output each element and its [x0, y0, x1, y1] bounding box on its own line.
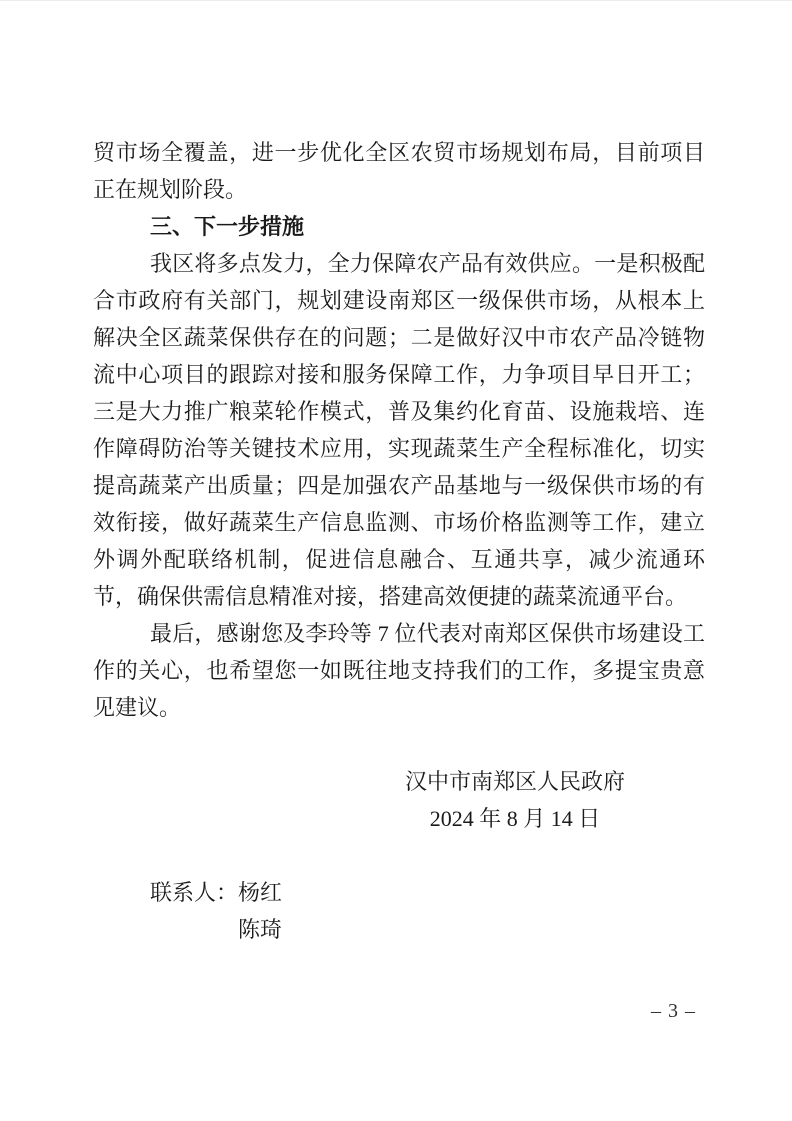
document-body [93, 134, 705, 948]
contact-line [150, 874, 705, 911]
contact-name-1: 杨红 [238, 880, 283, 905]
continuation-paragraph: 贸市场全覆盖，进一步优化全区农贸市场规划布局，目前项目正在规划阶段。 [93, 140, 705, 202]
body-paragraph-measures: 我区将多点发力，全力保障农产品有效供应。一是积极配合市政府有关部门，规划建设南郑区一级保供市场，从根本上解决全区蔬菜保供存在的问题；二是做好汉中市农产品冷链物流中心项目的跟踪对接和服务保障工作，力争项目早日开工；三是大力推广粮菜轮作模式，普及集约化育苗、设施栽培、连作障碍防治等关键技术应用，实现蔬菜生产全程标准化，切实提高蔬菜产出质量；四是加强农产品基地与一级保供市场的有效衔接，做好蔬菜生产信息监测、市场价格监测等工作，建立外调外配联络机制，促进信息融合、互通共享，减少流通环节，确保供需信息精准对接，搭建高效便捷的蔬菜流通平台。 [93, 251, 705, 609]
signature-date: 2024 年 8 月 14 日 [429, 806, 601, 831]
signature-block [325, 763, 705, 837]
contact-name-2: 陈琦 [238, 917, 283, 942]
body-paragraph-closing: 最后，感谢您及李玲等 7 位代表对南郑区保供市场建设工作的关心，也希望您一如既往地支持我们的工作，多提宝贵意见建议。 [93, 621, 705, 720]
contact-label: 联系人： [150, 880, 239, 905]
section-heading: 三、下一步措施 [150, 214, 305, 239]
contact-block [93, 874, 705, 948]
page-number: – 3 – [651, 1000, 696, 1022]
signature-issuer: 汉中市南郑区人民政府 [404, 769, 625, 794]
